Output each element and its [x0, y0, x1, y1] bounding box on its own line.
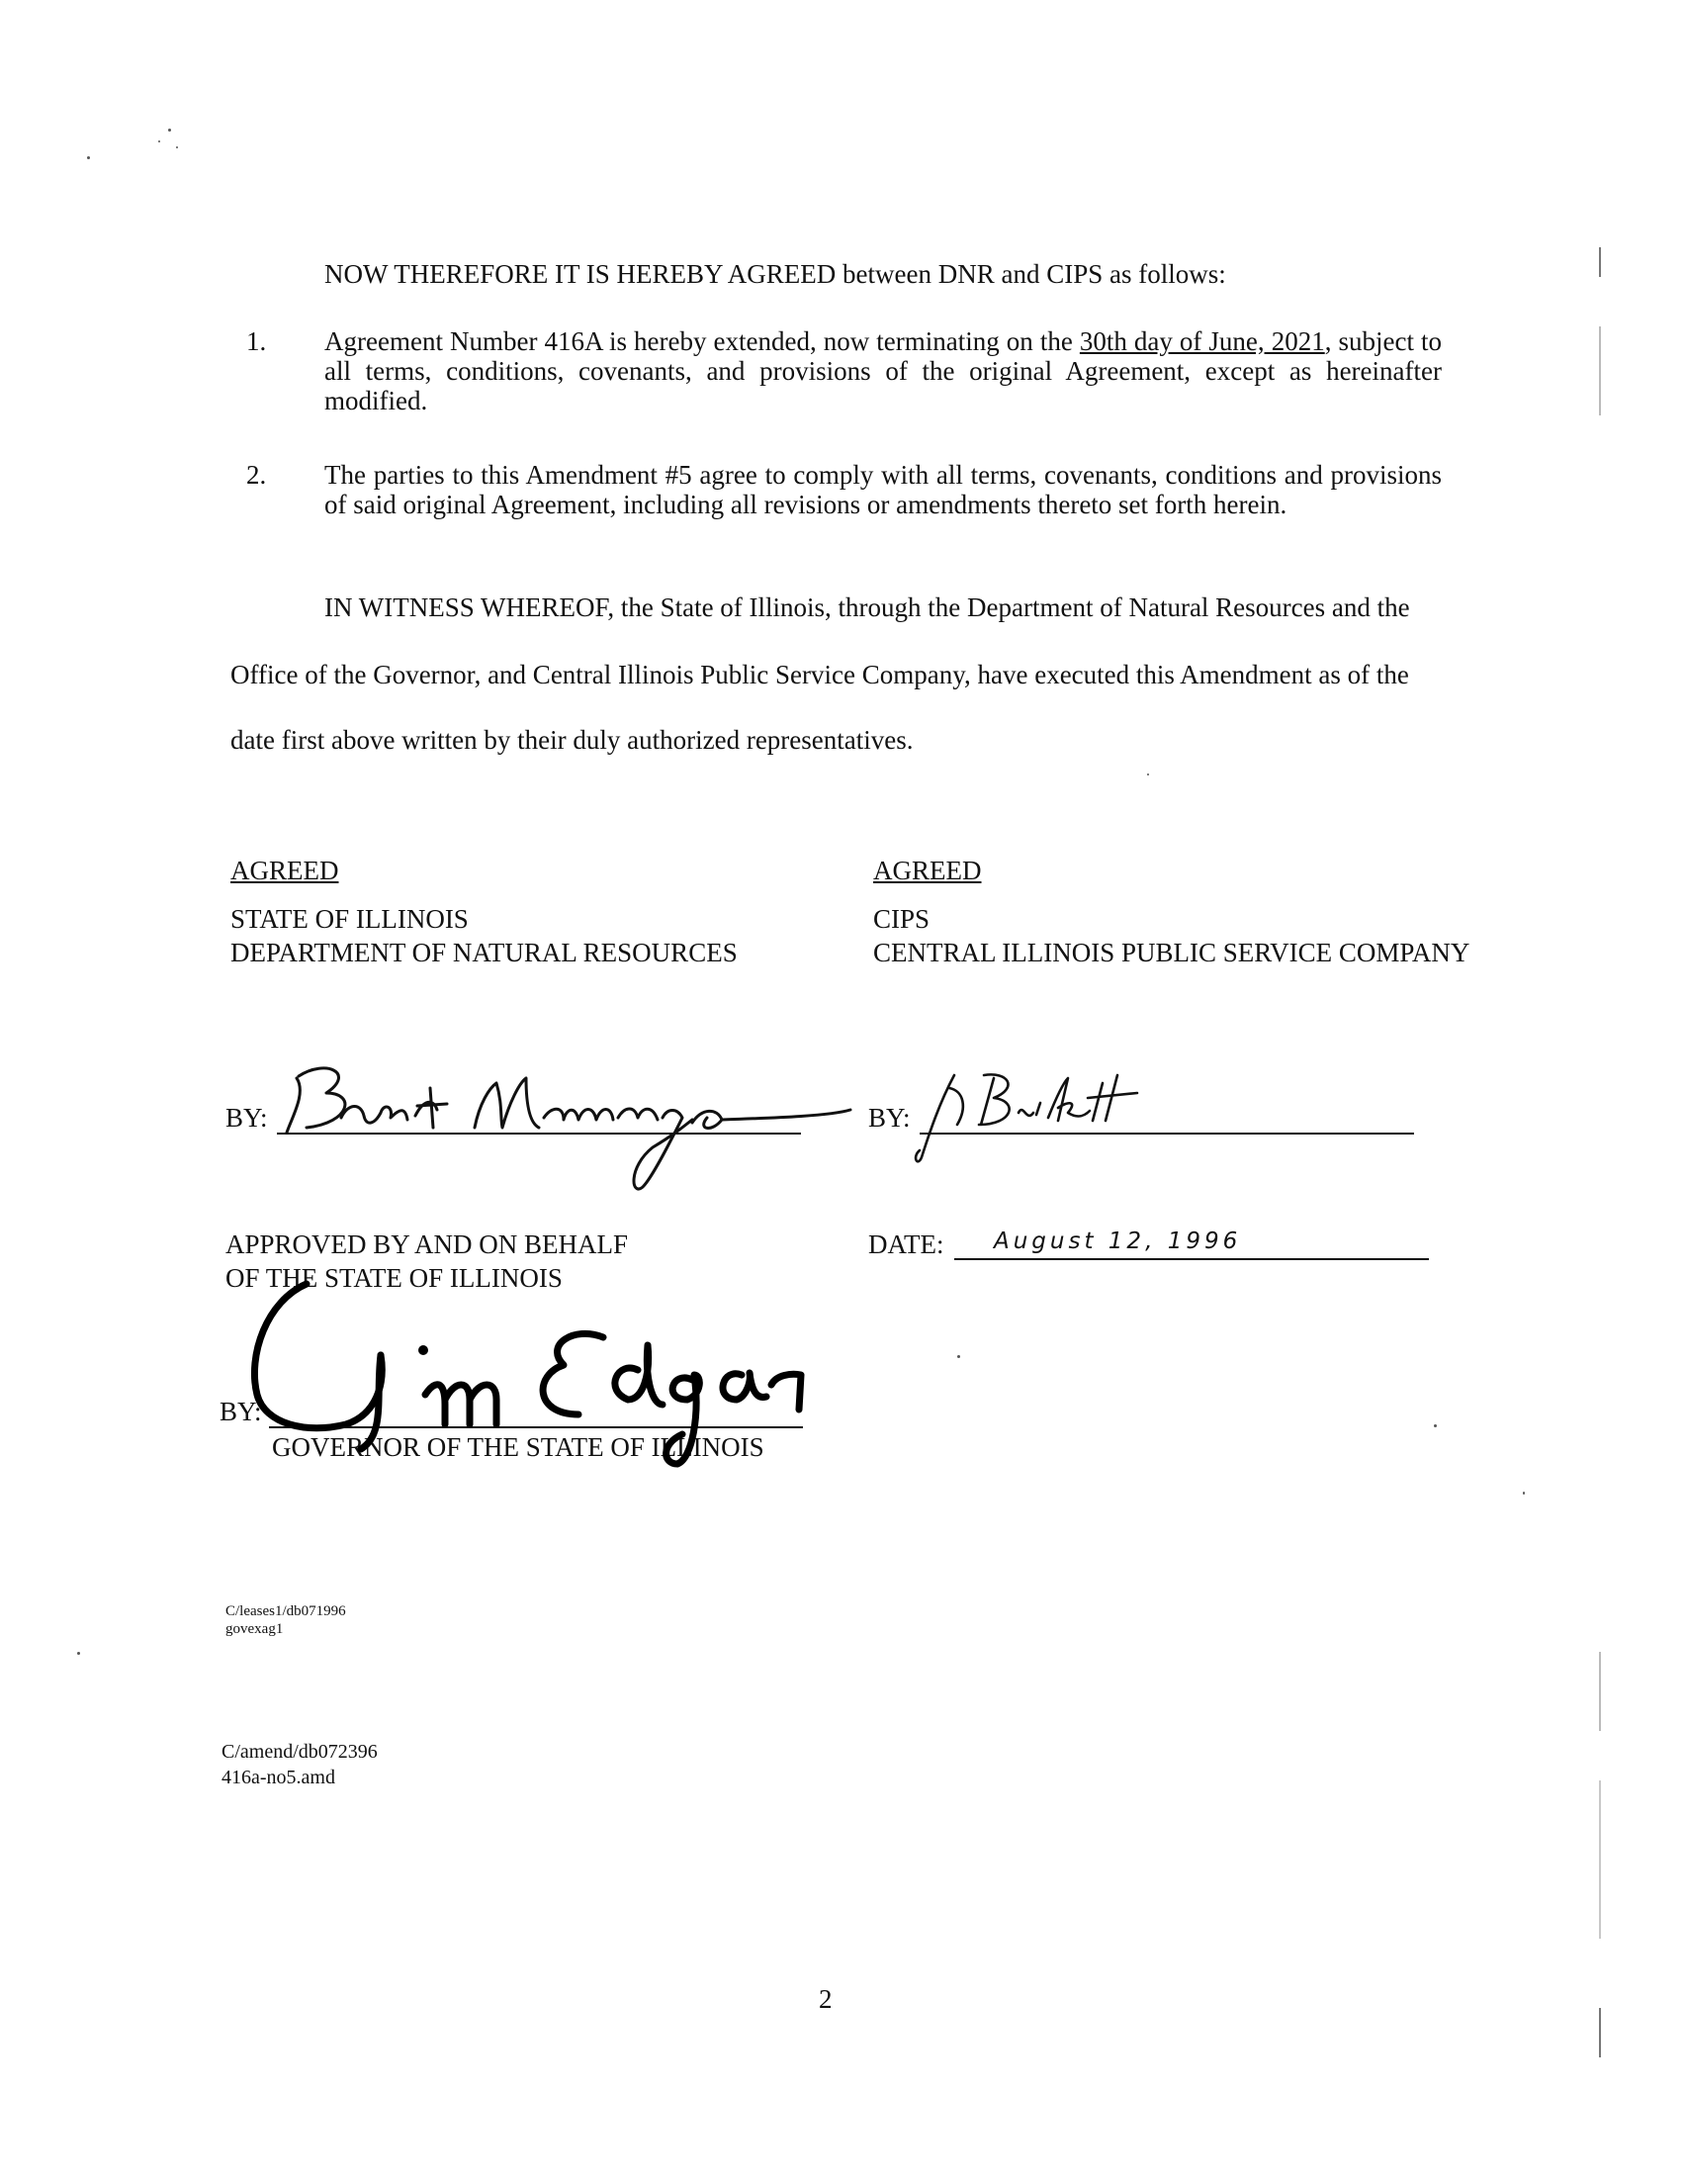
left-party-line-1: STATE OF ILLINOIS — [230, 904, 469, 934]
right-agreed-heading: AGREED — [873, 856, 982, 885]
item-1-text — [324, 326, 1442, 415]
item-1-text-start: Agreement Number 416A is hereby extended, now terminating on the — [324, 326, 1080, 356]
file-ref-2-line-1: C/amend/db072396 — [222, 1741, 378, 1763]
date-label: DATE: — [868, 1229, 944, 1259]
agreement-intro: NOW THEREFORE IT IS HEREBY AGREED between DNR and CIPS as follows: — [324, 259, 1226, 289]
file-ref-2 — [222, 1739, 378, 1790]
right-party-line-1: CIPS — [873, 904, 931, 934]
item-2-text: The parties to this Amendment #5 agree to comply with all terms, covenants, conditions and provisions of said original Agreement, including all revisions or amendments thereto set forth herein. — [324, 460, 1442, 519]
file-ref-1-line-2: govexag1 — [225, 1621, 284, 1637]
file-ref-1-line-1: C/leases1/db071996 — [225, 1603, 346, 1619]
page-number: 2 — [819, 1984, 833, 2014]
item-1-text-end: , subject to all terms, conditions, covenants, and provisions of the original Agreement, except as hereinafter modified. — [324, 326, 1442, 415]
signature-dot — [418, 1345, 428, 1355]
right-party-line-2: CENTRAL ILLINOIS PUBLIC SERVICE COMPANY — [873, 938, 1470, 967]
governor-title: GOVERNOR OF THE STATE OF ILLINOIS — [272, 1432, 764, 1462]
witness-line-1: IN WITNESS WHEREOF, the State of Illinois, through the Department of Natural Resources and the — [324, 592, 1410, 622]
approval-line-1: APPROVED BY AND ON BEHALF — [225, 1229, 629, 1259]
brent-manning-signature — [267, 1048, 850, 1197]
witness-line-2: Office of the Governor, and Central Illinois Public Service Company, have executed this Amendment as of the — [230, 660, 1409, 689]
file-ref-2-line-2: 416a-no5.amd — [222, 1767, 335, 1788]
jv-birkett-signature — [910, 1063, 1206, 1172]
left-by-label: BY: — [225, 1103, 268, 1133]
date-line — [954, 1258, 1429, 1260]
termination-date: 30th day of June, 2021 — [1079, 326, 1325, 356]
signed-date-value: August 12, 1996 — [994, 1228, 1242, 1254]
file-ref-1 — [225, 1602, 346, 1638]
item-2-number: 2. — [246, 460, 267, 490]
approval-line-2: OF THE STATE OF ILLINOIS — [225, 1263, 563, 1293]
left-agreed-heading: AGREED — [230, 856, 339, 885]
item-1-number: 1. — [246, 326, 267, 356]
approval-by-label: BY: — [220, 1397, 262, 1426]
left-party-line-2: DEPARTMENT OF NATURAL RESOURCES — [230, 938, 738, 967]
jim-edgar-signature — [237, 1276, 821, 1494]
witness-line-3: date first above written by their duly authorized representatives. — [230, 725, 914, 755]
right-by-label: BY: — [868, 1103, 911, 1133]
